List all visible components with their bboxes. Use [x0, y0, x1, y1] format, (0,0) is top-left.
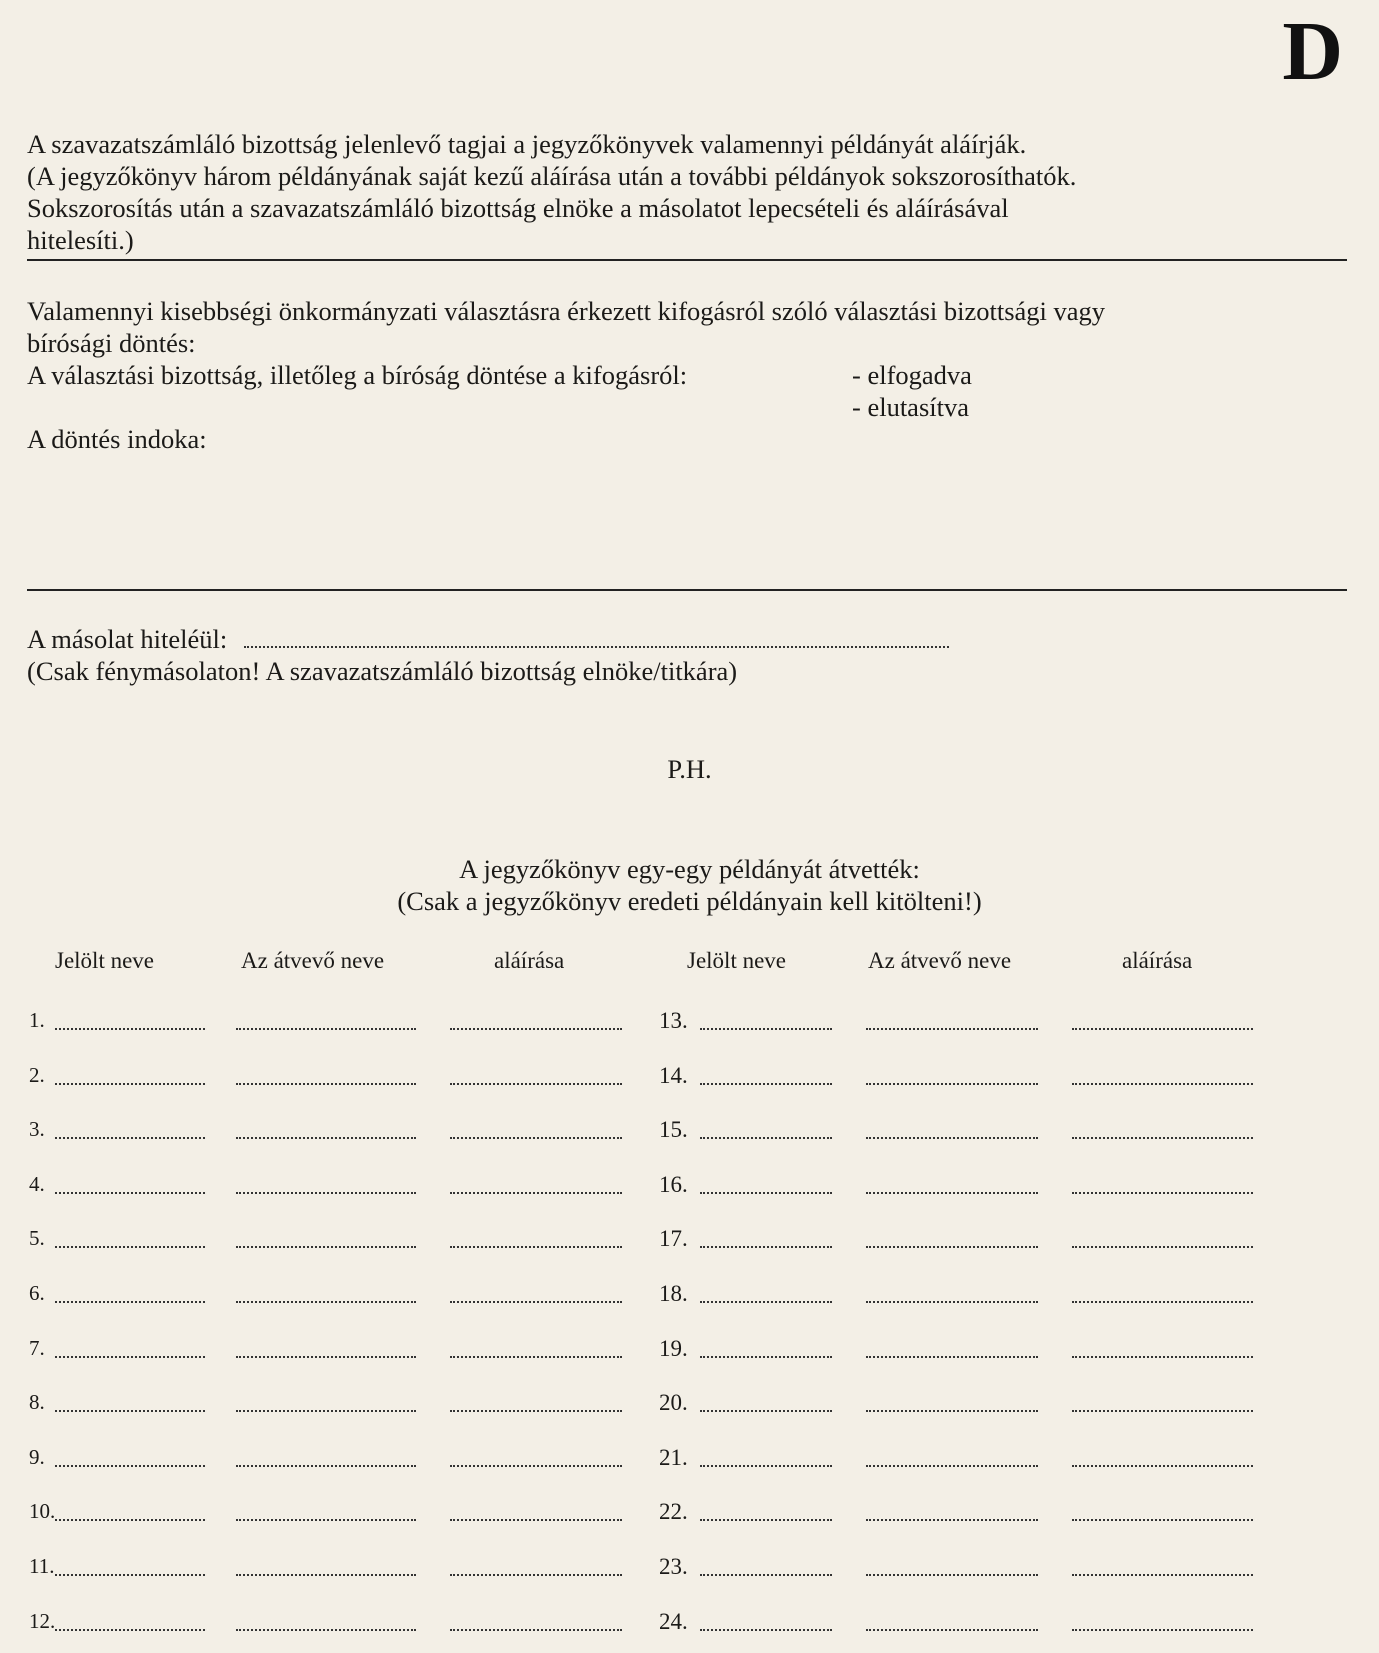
row-number-left: 8. — [29, 1390, 45, 1414]
signature-field[interactable] — [450, 1410, 622, 1412]
col-candidate-left: Jelölt neve — [55, 948, 154, 973]
candidate-name-field[interactable] — [700, 1192, 832, 1194]
receiver-name-field[interactable] — [236, 1519, 416, 1521]
candidate-name-field[interactable] — [700, 1246, 832, 1248]
table-row — [0, 1499, 1379, 1535]
row-number-left: 12. — [29, 1609, 56, 1633]
row-number-left: 7. — [29, 1336, 45, 1360]
candidate-name-field[interactable] — [700, 1137, 832, 1139]
option-accepted[interactable]: - elfogadva — [852, 360, 972, 390]
candidate-name-field[interactable] — [55, 1410, 205, 1412]
candidate-name-field[interactable] — [700, 1519, 832, 1521]
candidate-name-field[interactable] — [700, 1465, 832, 1467]
signature-field[interactable] — [450, 1137, 622, 1139]
receipt-title: A jegyzőkönyv egy-egy példányát átvették: — [459, 854, 920, 884]
signature-field[interactable] — [450, 1356, 622, 1358]
signing-line-1: A szavazatszámláló bizottság jelenlevő tagjai a jegyzőkönyvek valamennyi példányát aláírják. — [27, 129, 1027, 159]
table-row — [0, 1226, 1379, 1262]
receiver-name-field[interactable] — [866, 1356, 1038, 1358]
row-number-left: 1. — [29, 1008, 45, 1032]
signature-field[interactable] — [450, 1028, 622, 1030]
signing-line-3: Sokszorosítás után a szavazatszámláló bizottság elnöke a másolatot lepecsételi és aláírásával — [27, 193, 1009, 223]
receiver-name-field[interactable] — [866, 1629, 1038, 1631]
signature-field[interactable] — [1072, 1028, 1253, 1030]
row-number-right: 18. — [659, 1281, 688, 1306]
candidate-name-field[interactable] — [55, 1137, 205, 1139]
row-number-right: 21. — [659, 1445, 688, 1470]
receiver-name-field[interactable] — [236, 1192, 416, 1194]
decision-row — [27, 359, 1344, 391]
signature-field[interactable] — [450, 1574, 622, 1576]
signature-field[interactable] — [1072, 1192, 1253, 1194]
candidate-name-field[interactable] — [55, 1192, 205, 1194]
receiver-name-field[interactable] — [866, 1465, 1038, 1467]
copy-signature-field[interactable] — [244, 626, 949, 648]
table-row — [0, 1063, 1379, 1099]
row-number-right: 16. — [659, 1172, 688, 1197]
candidate-name-field[interactable] — [700, 1301, 832, 1303]
col-receiver-right: Az átvevő neve — [868, 948, 1012, 973]
receiver-name-field[interactable] — [236, 1574, 416, 1576]
row-number-left: 10. — [29, 1499, 56, 1523]
table-row — [0, 1554, 1379, 1590]
table-row — [0, 1008, 1379, 1044]
receiver-name-field[interactable] — [236, 1028, 416, 1030]
row-number-left: 3. — [29, 1117, 45, 1141]
signature-field[interactable] — [1072, 1137, 1253, 1139]
receiver-name-field[interactable] — [866, 1083, 1038, 1085]
candidate-name-field[interactable] — [55, 1083, 205, 1085]
receiver-name-field[interactable] — [866, 1301, 1038, 1303]
option-rejected[interactable]: - elutasítva — [852, 392, 969, 422]
copy-cert-row — [27, 623, 1344, 655]
row-number-right: 19. — [659, 1336, 688, 1361]
candidate-name-field[interactable] — [700, 1356, 832, 1358]
table-row — [0, 1336, 1379, 1372]
signature-field[interactable] — [450, 1465, 622, 1467]
receiver-name-field[interactable] — [866, 1410, 1038, 1412]
receiver-name-field[interactable] — [236, 1356, 416, 1358]
decision-label: A választási bizottság, illetőleg a bíróság döntése a kifogásról: — [27, 360, 688, 390]
signing-line-2: (A jegyzőkönyv három példányának saját kezű aláírása után a további példányok sokszorosíthatók. — [27, 161, 1077, 191]
table-row — [0, 1390, 1379, 1426]
row-number-left: 6. — [29, 1281, 45, 1305]
row-number-right: 24. — [659, 1609, 688, 1634]
row-number-left: 11. — [29, 1554, 55, 1578]
row-number-right: 20. — [659, 1390, 688, 1415]
row-number-right: 14. — [659, 1063, 688, 1088]
table-row — [0, 1609, 1379, 1645]
row-number-right: 17. — [659, 1226, 688, 1251]
row-number-left: 4. — [29, 1172, 45, 1196]
receiver-name-field[interactable] — [236, 1465, 416, 1467]
row-number-right: 22. — [659, 1499, 688, 1524]
col-signature-left: aláírása — [494, 948, 565, 973]
candidate-name-field[interactable] — [55, 1629, 205, 1631]
candidate-name-field[interactable] — [700, 1028, 832, 1030]
receiver-name-field[interactable] — [866, 1246, 1038, 1248]
reason-row — [27, 423, 1344, 455]
signature-field[interactable] — [1072, 1246, 1253, 1248]
candidate-name-field[interactable] — [55, 1465, 205, 1467]
signature-field[interactable] — [1072, 1465, 1253, 1467]
signature-field[interactable] — [1072, 1301, 1253, 1303]
divider-1 — [27, 259, 1347, 261]
receiver-name-field[interactable] — [866, 1192, 1038, 1194]
row-number-left: 2. — [29, 1063, 45, 1087]
candidate-name-field[interactable] — [55, 1519, 205, 1521]
col-receiver-left: Az átvevő neve — [241, 948, 385, 973]
receiver-name-field[interactable] — [236, 1083, 416, 1085]
signature-field[interactable] — [450, 1301, 622, 1303]
objection-section — [27, 295, 1344, 359]
table-row — [0, 1281, 1379, 1317]
receiver-name-field[interactable] — [236, 1629, 416, 1631]
col-signature-right: aláírása — [1122, 948, 1193, 973]
row-number-left: 9. — [29, 1445, 45, 1469]
candidate-name-field[interactable] — [55, 1574, 205, 1576]
candidate-name-field[interactable] — [55, 1301, 205, 1303]
signature-field[interactable] — [450, 1192, 622, 1194]
reason-label: A döntés indoka: — [27, 424, 207, 454]
receipt-table-header — [0, 948, 1379, 978]
copy-label: A másolat hiteléül: — [27, 624, 228, 654]
row-number-left: 5. — [29, 1226, 45, 1250]
objection-line-1: Valamennyi kisebbségi önkormányzati választásra érkezett kifogásról szóló választási bizottsági vagy — [27, 296, 1106, 326]
receipt-subtitle: (Csak a jegyzőkönyv eredeti példányain kell kitölteni!) — [397, 886, 982, 916]
row-number-right: 13. — [659, 1008, 688, 1033]
row-number-right: 15. — [659, 1117, 688, 1142]
table-row — [0, 1172, 1379, 1208]
signature-field[interactable] — [1072, 1083, 1253, 1085]
signature-field[interactable] — [450, 1519, 622, 1521]
receiver-name-field[interactable] — [236, 1137, 416, 1139]
signature-field[interactable] — [1072, 1410, 1253, 1412]
receiver-name-field[interactable] — [866, 1574, 1038, 1576]
signature-field[interactable] — [450, 1246, 622, 1248]
candidate-name-field[interactable] — [55, 1356, 205, 1358]
candidate-name-field[interactable] — [700, 1083, 832, 1085]
signing-line-4: hitelesíti.) — [27, 225, 134, 255]
objection-line-2: bírósági döntés: — [27, 328, 196, 358]
receiver-name-field[interactable] — [866, 1028, 1038, 1030]
signature-field[interactable] — [1072, 1574, 1253, 1576]
candidate-name-field[interactable] — [55, 1028, 205, 1030]
table-row — [0, 1445, 1379, 1481]
receiver-name-field[interactable] — [866, 1137, 1038, 1139]
candidate-name-field[interactable] — [700, 1574, 832, 1576]
signature-field[interactable] — [450, 1083, 622, 1085]
section-letter: D — [1282, 5, 1343, 98]
candidate-name-field[interactable] — [700, 1629, 832, 1631]
divider-2 — [27, 589, 1347, 591]
candidate-name-field[interactable] — [55, 1246, 205, 1248]
stamp-label: P.H. — [667, 754, 712, 784]
receiver-name-field[interactable] — [236, 1301, 416, 1303]
signature-field[interactable] — [450, 1629, 622, 1631]
receiver-name-field[interactable] — [866, 1519, 1038, 1521]
receiver-name-field[interactable] — [236, 1410, 416, 1412]
copy-note: (Csak fénymásolaton! A szavazatszámláló bizottság elnöke/titkára) — [27, 656, 738, 686]
signature-field[interactable] — [1072, 1629, 1253, 1631]
receiver-name-field[interactable] — [236, 1246, 416, 1248]
signature-field[interactable] — [1072, 1356, 1253, 1358]
signature-field[interactable] — [1072, 1519, 1253, 1521]
col-candidate-right: Jelölt neve — [687, 948, 786, 973]
signing-paragraph — [27, 128, 1344, 256]
row-number-right: 23. — [659, 1554, 688, 1579]
candidate-name-field[interactable] — [700, 1410, 832, 1412]
copy-note-row — [27, 655, 1344, 687]
table-row — [0, 1117, 1379, 1153]
